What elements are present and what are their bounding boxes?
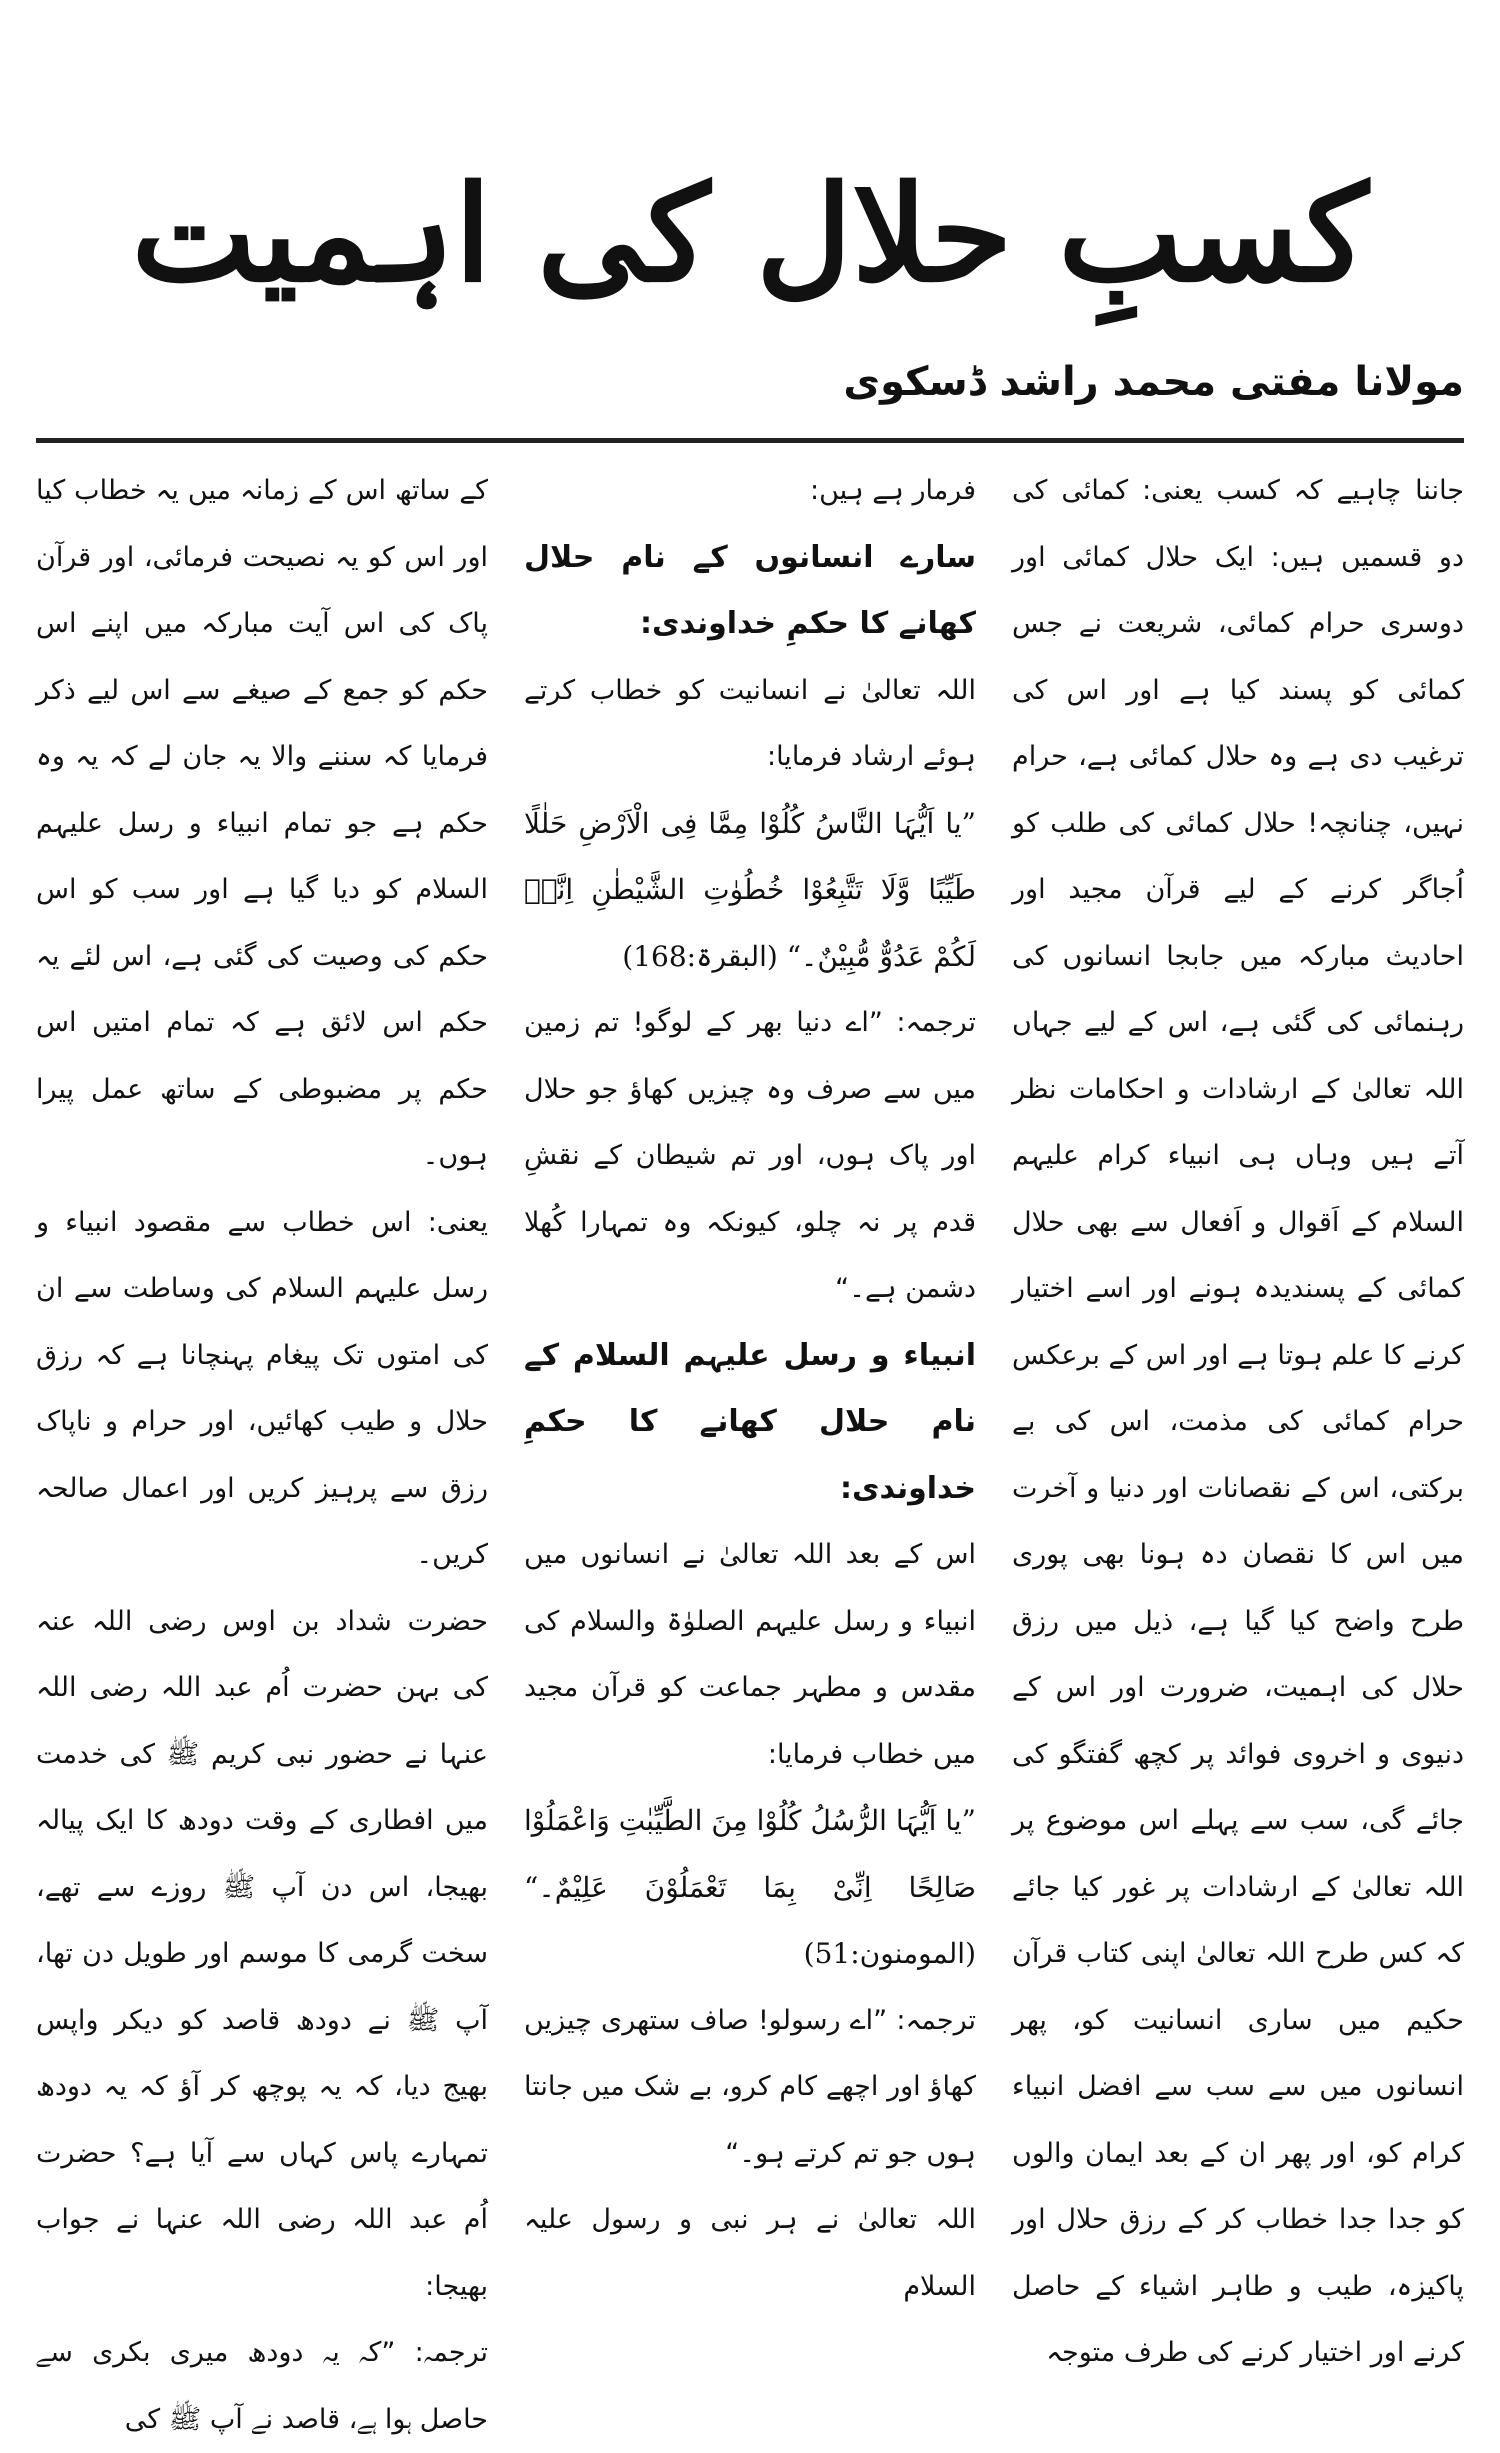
- quran-verse: ”یا اَیُّہَا الرُّسُلُ کُلُوْا مِنَ الطَّیِّبٰتِ وَاعْمَلُوْا صَالِحًا اِنِّیْ بِمَا تَعْمَلُوْنَ عَلِیْمٌ۔“ (المومنون:51): [524, 1804, 976, 1970]
- author-byline: مولانا مفتی محمد راشد ڈسکوی: [843, 359, 1464, 405]
- section-heading: انبیاء و رسل علیہم السلام کے نام حلال کھانے کا حکمِ خداوندی:: [524, 1337, 976, 1506]
- text-column-1: [1012, 458, 1464, 2368]
- article-title: کسبِ حلال کی اہمیت: [131, 157, 1369, 312]
- text-column-3: [36, 458, 488, 2435]
- header-divider: [36, 438, 1464, 443]
- paragraph: جاننا چاہیے کہ کسب یعنی: کمائی کی دو قسمیں ہیں: ایک حلال کمائی اور دوسری حرام کمائی، شریعت نے جس کمائی کو پسند کیا ہے اور اس کی ترغیب دی ہے وہ حلال کمائی ہے، حرام نہیں، چنانچہ! حلال کمائی کی طلب کو اُجاگر کرنے کے لیے قرآن مجید اور احادیث مبارکہ میں جابجا انسانوں کی رہنمائی کی گئی ہے، اس کے لیے جہاں اللہ تعالیٰ کے ارشادات و احکامات نظر آتے ہیں وہاں ہی انبیاء کرام علیہم السلام کے اَقوال و اَفعال سے بھی حلال کمائی کے پسندیدہ ہونے اور اسے اختیار کرنے کا علم ہوتا ہے اور اس کے برعکس حرام کمائی کی مذمت، اس کی بے برکتی، اس کے نقصانات اور دنیا و آخرت میں اس کا نقصان دہ ہونا بھی پوری طرح واضح کیا گیا ہے، ذیل میں رزق حلال کی اہمیت، ضرورت اور اس کے دنیوی و اخروی فوائد پر کچھ گفتگو کی جائے گی، سب سے پہلے اس موضوع پر اللہ تعالیٰ کے ارشادات پر غور کیا جائے کہ کس طرح اللہ تعالیٰ اپنی کتاب قرآن حکیم میں ساری انسانیت کو، پھر انسانوں میں سے سب سے افضل انبیاء کرام کو، اور پھر ان کے بعد ایمان والوں کو جدا جدا خطاب کر کے رزق حلال اور پاکیزہ، طیب و طاہر اشیاء کے حاصل کرنے اور اختیار کرنے کی طرف متوجہ: [1012, 475, 1464, 2368]
- paragraph: اللہ تعالیٰ نے انسانیت کو خطاب کرتے ہوئے ارشاد فرمایا:: [524, 674, 976, 772]
- paragraph: حضرت شداد بن اوس رضی اللہ عنہ کی بہن حضرت اُم عبد اللہ رضی اللہ عنہا نے حضور نبی کریم ﷺ کی خدمت میں افطاری کے وقت دودھ کا ایک پیالہ بھیجا، اس دن آپ ﷺ روزے سے تھے، سخت گرمی کا موسم اور طویل دن تھا، آپ ﷺ نے دودھ قاصد کو دیکر واپس بھیج دیا، کہ یہ پوچھ کر آؤ کہ یہ دودھ تمہارے پاس کہاں سے آیا ہے؟ حضرت اُم عبد اللہ رضی اللہ عنہا نے جواب بھیجا:: [36, 1605, 488, 2302]
- translation: ترجمہ: ”اے رسولو! صاف ستھری چیزیں کھاؤ اور اچھے کام کرو، بے شک میں جانتا ہوں جو تم کرتے ہو۔“: [524, 2004, 976, 2169]
- text-column-2: [524, 458, 976, 2302]
- paragraph: اللہ تعالیٰ نے ہر نبی و رسول علیہ السلام: [524, 2204, 976, 2302]
- paragraph: یعنی: اس خطاب سے مقصود انبیاء و رسل علیہم السلام کی وساطت سے ان کی امتوں تک پیغام پہنچانا ہے کہ رزق حلال و طیب کھائیں، اور حرام و ناپاک رزق سے پرہیز کریں اور اعمال صالحہ کریں۔: [36, 1206, 488, 1570]
- translation: ترجمہ: ”کہ یہ دودھ میری بکری سے حاصل ہوا ہے، قاصد نے آپ ﷺ کی: [36, 2337, 488, 2435]
- paragraph: فرمار ہے ہیں:: [810, 475, 976, 506]
- paragraph: کے ساتھ اس کے زمانہ میں یہ خطاب کیا اور اس کو یہ نصیحت فرمائی، اور قرآن پاک کی اس آیت مبارکہ میں اپنے اس حکم کو جمع کے صیغے سے اس لیے ذکر فرمایا کہ سننے والا یہ جان لے کہ یہ وہ حکم ہے جو تمام انبیاء و رسل علیہم السلام کو دیا گیا ہے اور سب کو اس حکم کی وصیت کی گئی ہے، اس لئے یہ حکم اس لائق ہے کہ تمام امتیں اس حکم پر مضبوطی کے ساتھ عمل پیرا ہوں۔: [36, 475, 488, 1171]
- quran-verse: ”یا اَیُّہَا النَّاسُ کُلُوْا مِمَّا فِی الْاَرْضِ حَلٰلًا طَیِّبًا وَّلَا تَتَّبِعُوْا خُطُوٰتِ الشَّیْطٰنِ اِنَّہٗ لَکُمْ عَدُوٌّ مُّبِیْنٌ۔“ (البقرۃ:168): [524, 806, 976, 973]
- section-heading: سارے انسانوں کے نام حلال کھانے کا حکمِ خداوندی:: [524, 539, 976, 641]
- paragraph: اس کے بعد اللہ تعالیٰ نے انسانوں میں انبیاء و رسل علیہم الصلوٰۃ والسلام کی مقدس و مطہر جماعت کو قرآن مجید میں خطاب فرمایا:: [524, 1539, 976, 1770]
- translation: ترجمہ: ”اے دنیا بھر کے لوگو! تم زمین میں سے صرف وہ چیزیں کھاؤ جو حلال اور پاک ہوں، اور تم شیطان کے نقشِ قدم پر نہ چلو، کیونکہ وہ تمہارا کُھلا دشمن ہے۔“: [524, 1007, 976, 1304]
